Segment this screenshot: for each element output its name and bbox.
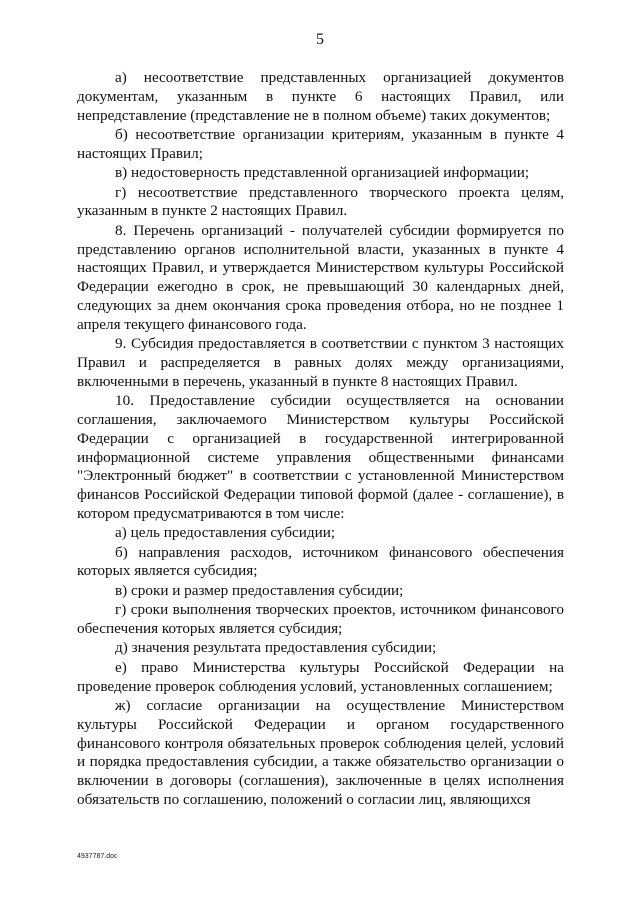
paragraph-10b: б) направления расходов, источником финансового обеспечения которых является субсидия; [77, 543, 564, 580]
paragraph-10d: д) значения результата предоставления субсидии; [115, 639, 437, 657]
paragraph-9: 9. Субсидия предоставляется в соответствии с пунктом 3 настоящих Правил и распределяется в равных долях между организациями, включенными в перечень, указанный в пункте 8 настоящих Правил. [77, 335, 564, 390]
paragraph-10: 10. Предоставление субсидии осуществляется на основании соглашения, заключаемого Министерством культуры Российской Федерации с организацией в государственной интегрированной информационной системе управления общественными финансами "Электронный бюджет" в соответствии с установленной Министерством финансов Российской Федерации типовой формой (далее - соглашение), в котором предусматриваются в том числе: [77, 392, 564, 522]
paragraph-10a: а) цель предоставления субсидии; [115, 524, 336, 542]
document-body [77, 69, 564, 810]
page-number: 5 [316, 31, 324, 48]
paragraph-7v: в) недостоверность представленной организацией информации; [115, 164, 530, 182]
paragraph-7g: г) несоответствие представленного творческого проекта целям, указанным в пункте 2 настоящих Правил. [77, 183, 564, 220]
paragraph-7a: а) несоответствие представленных организацией документов документам, указанным в пункте 6 настоящих Правил, или непредставление (представление не в полном объеме) таких документов; [77, 69, 564, 124]
paragraph-8: 8. Перечень организаций - получателей субсидии формируется по представлению органов исполнительной власти, указанных в пункте 4 настоящих Правил, и утверждается Министерством культуры Российской Федерации ежегодно в срок, не превышающий 30 календарных дней, следующих за днем окончания срока проведения отбора, но не позднее 1 апреля текущего финансового года. [77, 221, 564, 333]
paragraph-10e: е) право Министерства культуры Российской Федерации на проведение проверок соблюдения условий, установленных соглашением; [77, 658, 564, 695]
paragraph-10v: в) сроки и размер предоставления субсидии; [115, 581, 404, 599]
paragraph-10zh: ж) согласие организации на осуществление Министерством культуры Российской Федерации и органом государственного финансового контроля обязательных проверок соблюдения целей, условий и порядка предоставления субсидии, а также обязательство организации о включении в договоры (соглашения), заключенные в целях исполнения обязательств по соглашению, положений о согласии лиц, являющихся [77, 697, 564, 808]
paragraph-7b: б) несоответствие организации критериям, указанным в пункте 4 настоящих Правил; [77, 125, 564, 162]
paragraph-10g: г) сроки выполнения творческих проектов, источником финансового обеспечения которых является субсидия; [77, 601, 564, 638]
document-footer-filename: 4937787.doc [77, 853, 118, 860]
